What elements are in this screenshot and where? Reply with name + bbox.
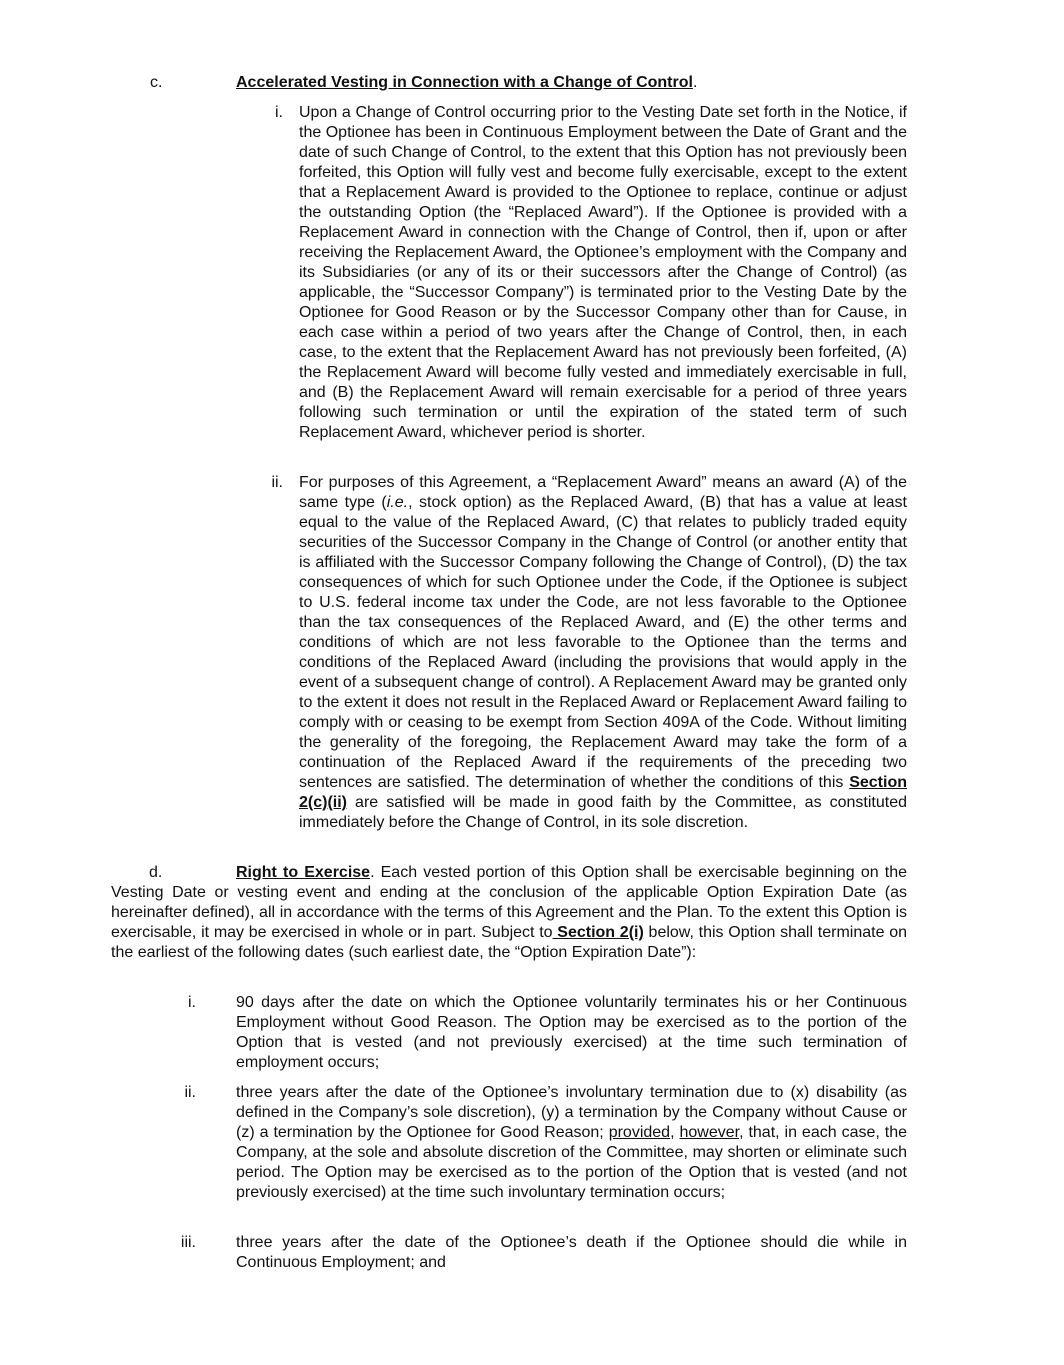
section-c-heading-period: . (692, 74, 698, 91)
however-term: however (679, 1124, 740, 1141)
section-d-item-i-text: 90 days after the date on which the Optionee voluntarily terminates his or her Continuous Employment without Good Reason. The Option may be exercised as to the portion of the Option that is vested (and not previously exercised) at the time such termination of employment occurs; (236, 994, 907, 1071)
section-c-item-ii-text-part-b: , stock option) as the Replaced Award, (B) that has a value at least equal to the value of the Replaced Award, (C) that relates to publicly traded equity securities of the Successor Company in the Change of Control (or another entity that is affiliated with the Successor Company following the Change of Control), (D) the tax consequences of which for such Optionee under the Code, if the Optionee is subject to U.S. federal income tax under the Code, are not less favorable to the Optionee than the tax consequences of the Replaced Award, and (E) the other terms and conditions of which are not less favorable to the Optionee than the terms and conditions of the Replaced Award (including the provisions that would apply in the event of a subsequent change of control). A Replacement Award may be granted only to the extent it does not result in the Replaced Award or Replacement Award failing to comply with or ceasing to be exempt from Section 409A of the Code. Without limiting the generality of the foregoing, the Replacement Award may take the form of a continuation of the Replaced Award if the requirements of the preceding two sentences are satisfied. The determination of whether the conditions of this (299, 494, 907, 791)
section-d-item-ii-number: ii. (184, 1084, 196, 1101)
section-c-letter: c. (150, 74, 163, 91)
section-d-item-ii-text-part-a: three years after the date of the Optionee’s involuntary termination due to (x) disability (as defined in the Company’s sole discretion), (y) a termination by the Company without Cause or (z) a termination by the Optionee for Good Reason; (236, 1084, 907, 1141)
section-c-item-i-number: i. (275, 104, 283, 121)
section-c-item-i-text: Upon a Change of Control occurring prior to the Vesting Date set forth in the Notice, if the Optionee has been in Continuous Employment between the Date of Grant and the date of such Change of Control, to the extent that this Option has not previously been forfeited, this Option will fully vest and become fully exercisable, except to the extent that a Replacement Award is provided to the Optionee to replace, continue or adjust the outstanding Option (the “Replaced Award”). If the Optionee is provided with a Replacement Award in connection with the Change of Control, then if, upon or after receiving the Replacement Award, the Optionee’s employment with the Company and its Subsidiaries (or any of its or their successors after the Change of Control) (as applicable, the “Successor Company”) is terminated prior to the Vesting Date by the Optionee for Good Reason or by the Successor Company other than for Cause, in each case within a period of two years after the Change of Control, then, in each case, to the extent that the Replacement Award has not previously been forfeited, (A) the Replacement Award will become fully vested and immediately exercisable in full, and (B) the Replacement Award will remain exercisable for a period of three years following such termination or until the expiration of the stated term of such Replacement Award, whichever period is shorter. (299, 104, 907, 441)
section-c-heading-text: Accelerated Vesting in Connection with a Change of Control (236, 74, 693, 91)
section-c-item-ii-ie: i.e. (386, 494, 409, 511)
section-d-heading: Right to Exercise (236, 864, 371, 881)
section-c-item-ii-number: ii. (271, 474, 283, 491)
section-d-item-ii-comma: , (670, 1124, 680, 1141)
section-d-paragraph (111, 863, 907, 963)
section-c-heading (236, 73, 697, 93)
section-d-text-part-b: below, this Option shall terminate on the earliest of the following dates (such earliest date, the “Option Expiration Date”): (111, 924, 907, 961)
section-2cii-reference: Section 2(c)(ii) (299, 774, 907, 811)
provided-term: provided (608, 1124, 671, 1141)
section-d-item-iii-text: three years after the date of the Optionee’s death if the Optionee should die while in Continuous Employment; and (236, 1234, 907, 1271)
section-d-item-i-number: i. (188, 994, 196, 1011)
section-d-letter: d. (149, 864, 163, 881)
section-d-item-iii-number: iii. (180, 1234, 196, 1251)
section-d-text-part-a: . Each vested portion of this Option shall be exercisable beginning on the Vesting Date or vesting event and ending at the conclusion of the applicable Option Expiration Date (as hereinafter defined), all in accordance with the terms of this Agreement and the Plan. To the extent this Option is exercisable, it may be exercised in whole or in part. Subject to (111, 864, 907, 941)
section-c-item-ii-text (299, 473, 907, 833)
section-c-item-ii-text-part-c: are satisfied will be made in good faith by the Committee, as constituted immediately before the Change of Control, in its sole discretion. (299, 794, 907, 831)
section-d-item-ii-text-part-b: , that, in each case, the Company, at the sole and absolute discretion of the Committee, may shorten or eliminate such period. The Option may be exercised as to the portion of the Option that is vested (and not previously exercised) at the time such involuntary termination occurs; (236, 1124, 907, 1201)
section-d-item-ii-text (236, 1083, 907, 1203)
section-c-item-ii-text-part-a: For purposes of this Agreement, a “Replacement Award” means an award (A) of the same type ( (299, 474, 907, 511)
section-2i-reference: Section 2(i) (552, 924, 644, 941)
